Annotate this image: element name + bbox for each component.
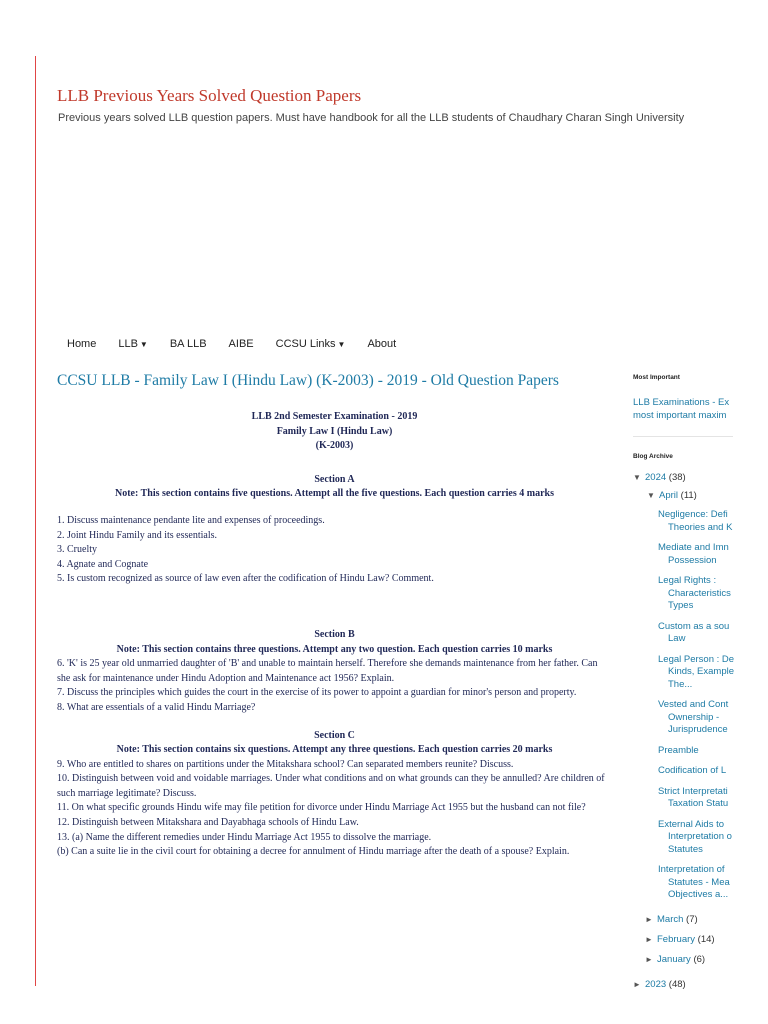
chevron-down-icon: ▼ xyxy=(337,340,346,349)
archive-count: (48) xyxy=(668,978,686,990)
blog-description: Previous years solved LLB question papers. Must have handbook for all the LLB students of Chaudhary Charan Singh University xyxy=(58,112,685,124)
archive-post-link[interactable] xyxy=(658,509,768,534)
post-link-line: Jurisprudence xyxy=(668,724,728,735)
exam-header xyxy=(57,410,612,454)
question-item: 7. Discuss the principles which guides the court in the exercise of its power to appoint a guardian for minor's person and property. xyxy=(57,687,577,699)
nav-ccsu-links-label: CCSU Links xyxy=(275,338,336,350)
collapse-toggle-icon[interactable]: ► xyxy=(645,934,653,944)
archive-post-link[interactable] xyxy=(658,699,768,737)
exam-code: (K-2003) xyxy=(315,440,354,452)
post-link-line: Codification of L xyxy=(658,765,727,776)
archive-count: (38) xyxy=(668,472,686,483)
collapse-toggle-icon[interactable]: ► xyxy=(645,954,653,964)
most-important-link[interactable] xyxy=(633,397,768,422)
question-item: 1. Discuss maintenance pendante lite and expenses of proceedings. xyxy=(57,514,325,526)
archive-year-2023 xyxy=(633,979,768,990)
question-item: 3. Cruelty xyxy=(57,544,97,556)
section-note: Note: This section contains five questions. Attempt all the five questions. Each question carries 4 marks xyxy=(115,488,554,500)
archive-post-list xyxy=(633,509,768,902)
question-item: 6. 'K' is 25 year old unmarried daughter of 'B' and unable to maintain herself. Therefore she demands maintenance from her father. Can she ask for maintenance under Hindu Adoption and Maintenance act 1956? Explain. xyxy=(57,658,598,684)
section-note: Note: This section contains three questions. Attempt any two question. Each question carries 10 marks xyxy=(116,643,553,655)
archive-month-january xyxy=(633,954,768,965)
archive-post-link[interactable] xyxy=(658,765,768,778)
archive-month-february xyxy=(633,934,768,945)
post-link-line: Kinds, Example xyxy=(668,666,735,677)
post-link-line: Characteristics xyxy=(668,587,731,599)
archive-post-link[interactable] xyxy=(658,654,768,692)
question-item: 9. Who are entitled to shares on partitions under the Mitakshara school? Can separated members reunite? Discuss. xyxy=(57,758,514,770)
archive-month-march xyxy=(633,914,768,925)
post-link-line: Theories and K xyxy=(668,521,733,533)
post-link-line: Statutes xyxy=(668,843,703,855)
archive-year-2024 xyxy=(633,472,768,483)
post-link-line: Legal Person : De xyxy=(658,653,735,665)
archive-post-link[interactable] xyxy=(658,819,768,857)
section-note: Note: This section contains six questions. Attempt any three questions. Each question carries 20 marks xyxy=(116,744,553,756)
archive-count: (11) xyxy=(680,490,697,501)
archive-year-link[interactable]: 2023 xyxy=(645,978,667,990)
archive-post-link[interactable] xyxy=(658,786,768,811)
collapse-toggle-icon[interactable]: ► xyxy=(633,979,641,989)
collapse-toggle-icon[interactable]: ► xyxy=(645,914,653,924)
question-item: 2. Joint Hindu Family and its essentials. xyxy=(57,529,217,541)
section-title: Section B xyxy=(314,628,355,640)
exam-subject: Family Law I (Hindu Law) xyxy=(276,425,393,437)
question-item: 13. (a) Name the different remedies under Hindu Marriage Act 1955 to dissolve the marriage. xyxy=(57,831,432,843)
question-item: 10. Distinguish between void and voidable marriages. Under what conditions and on what grounds can they be annulled? Are children of such marriage legitimate? Discuss. xyxy=(57,773,605,799)
archive-month-april xyxy=(633,490,768,501)
archive-post-link[interactable] xyxy=(658,621,768,646)
blog-title[interactable]: LLB Previous Years Solved Question Papers xyxy=(57,86,362,105)
chevron-down-icon: ▼ xyxy=(139,340,148,349)
post-link-line: Strict Interpretati xyxy=(658,785,728,797)
archive-tree xyxy=(633,472,768,990)
section-title: Section A xyxy=(314,473,355,485)
post-link-line: Interpretation of xyxy=(658,864,725,875)
post-body xyxy=(57,372,612,873)
post-link-line: Taxation Statu xyxy=(668,798,729,809)
sidebar xyxy=(633,374,768,990)
post-link-line: Statutes - Mea xyxy=(668,876,730,888)
post-link-line: Law xyxy=(668,633,686,644)
expand-toggle-icon[interactable]: ▼ xyxy=(647,491,655,500)
archive-month-link[interactable]: January xyxy=(657,953,691,965)
divider xyxy=(633,436,733,437)
post-link-line: Mediate and Imn xyxy=(658,542,729,553)
archive-month-link[interactable]: March xyxy=(657,913,684,925)
post-link-line: The... xyxy=(668,678,693,690)
archive-post-link[interactable] xyxy=(658,745,768,758)
link-line: LLB Examinations - Ex xyxy=(633,397,730,408)
section-b xyxy=(57,628,612,716)
post-link-line: Legal Rights : xyxy=(658,575,717,586)
blog-archive-title: Blog Archive xyxy=(633,453,673,460)
post-link-line: Interpretation o xyxy=(668,831,732,842)
link-line: most important maxim xyxy=(633,409,727,421)
archive-count: (14) xyxy=(697,933,715,945)
section-a xyxy=(57,473,612,587)
nav-about[interactable]: About xyxy=(367,338,397,350)
post-link-line: Types xyxy=(668,600,694,611)
post-link-line: Objectives a... xyxy=(668,889,729,900)
archive-post-link[interactable] xyxy=(658,542,768,567)
post-link-line: Negligence: Defi xyxy=(658,509,728,520)
post-link-line: Preamble xyxy=(658,744,699,756)
section-c xyxy=(57,729,612,860)
archive-month-link[interactable]: February xyxy=(657,933,696,945)
post-link-line: Possession xyxy=(668,554,717,566)
post-link-line: External Aids to xyxy=(658,818,725,830)
post-link-line: Custom as a sou xyxy=(658,620,730,632)
nav-ccsu-links[interactable] xyxy=(276,338,346,350)
exam-line: LLB 2nd Semester Examination - 2019 xyxy=(251,411,418,422)
archive-month-link[interactable]: April xyxy=(659,490,679,501)
question-item: 4. Agnate and Cognate xyxy=(57,558,149,570)
archive-post-link[interactable] xyxy=(658,864,768,902)
nav-aibe[interactable]: AIBE xyxy=(228,338,254,350)
expand-toggle-icon[interactable]: ▼ xyxy=(633,473,641,482)
nav-home[interactable]: Home xyxy=(67,338,97,350)
nav-llb[interactable] xyxy=(118,338,148,350)
most-important-title: Most Important xyxy=(633,374,680,381)
archive-year-link[interactable]: 2024 xyxy=(645,472,667,483)
archive-post-link[interactable] xyxy=(658,575,768,613)
section-title: Section C xyxy=(314,729,355,741)
nav-llb-label: LLB xyxy=(118,338,138,350)
main-nav xyxy=(67,338,418,350)
question-item: 11. On what specific grounds Hindu wife may file petition for divorce under Hindu Marriage Act 1955 but the husband can not file? xyxy=(57,802,586,814)
post-title[interactable]: CCSU LLB - Family Law I (Hindu Law) (K-2003) - 2019 - Old Question Papers xyxy=(57,372,559,389)
post-link-line: Vested and Cont xyxy=(658,699,729,710)
question-item: (b) Can a suite lie in the civil court for obtaining a decree for annulment of Hindu marriage after the death of a spouse? Explain. xyxy=(57,846,570,858)
nav-ba-llb[interactable]: BA LLB xyxy=(169,338,207,350)
archive-count: (6) xyxy=(693,953,706,965)
archive-count: (7) xyxy=(686,913,698,925)
question-item: 8. What are essentials of a valid Hindu Marriage? xyxy=(57,701,256,713)
question-item: 5. Is custom recognized as source of law even after the codification of Hindu Law? Comment. xyxy=(57,573,434,585)
question-item: 12. Distinguish between Mitakshara and Dayabhaga schools of Hindu Law. xyxy=(57,817,359,829)
post-link-line: Ownership - xyxy=(668,711,720,723)
left-border-line xyxy=(35,56,36,986)
